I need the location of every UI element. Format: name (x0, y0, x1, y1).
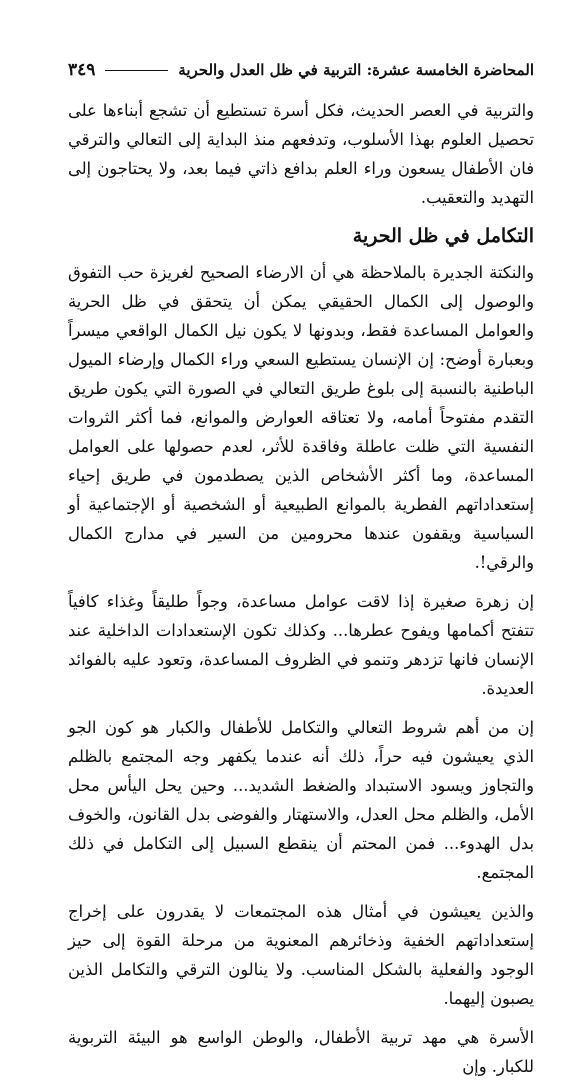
section-heading: التكامل في ظل الحرية (352, 225, 534, 247)
running-header (68, 58, 534, 82)
header-rule (105, 70, 168, 71)
page-number: ٣٤٩ (68, 60, 96, 80)
chapter-title: المحاضرة الخامسة عشرة: التربية في ظل العدل والحرية (178, 61, 534, 79)
paragraph-5: الأسرة هي مهد تربية الأطفال، والوطن الواسع هو البيئة التربوية للكبار. وإن (68, 1028, 534, 1076)
paragraph-4: والذين يعيشون في أمثال هذه المجتمعات لا يقدرون على إخراج إستعداداتهم الخفية وذخائرهم المعنوية من مرحلة القوة إلى حيز الوجود والفعلية بالشكل المناسب. ولا ينالون الترقي والتكامل الذين يصبون إليهما. (68, 902, 534, 1008)
paragraph-2: إن زهرة صغيرة إذا لاقت عوامل مساعدة، وجواً طليقاً وغذاء كافياً تتفتح أكمامها ويفوح عطرها... وكذلك تكون الإستعدادات الداخلية عند الإنسان فانها تزدهر وتنمو في الظروف المساعدة، وتعود عليه بالفوائد العديدة. (68, 592, 534, 698)
intro-paragraph: والتربية في العصر الحديث، فكل أسرة تستطيع أن تشجع أبناءها على تحصيل العلوم بهذا الأسلوب، وتدفعهم منذ البداية إلى التعالي والترقي فان الأطفال يسعون وراء العلم بدافع ذاتي فيما بعد، ولا يحتاجون إلى التهديد والتعقيب. (68, 101, 534, 207)
paragraph-3: إن من أهم شروط التعالي والتكامل للأطفال والكبار هو كون الجو الذي يعيشون فيه حراً، ذلك أنه عندما يكفهر وجه المجتمع بالظلم والتجاوز ويسود الاستبداد والضغط الشديد... وحين يحل اليأس محل الأمل، والظلم محل العدل، والاستهتار والفوضى بدل القانون، والخوف بدل الهدوء... فمن المحتم أن ينقطع السبيل إلى التكامل في ذلك المجتمع. (68, 718, 534, 882)
paragraph-1: والنكتة الجديرة بالملاحظة هي أن الارضاء الصحيح لغريزة حب التفوق والوصول إلى الكمال الحقيقي يمكن أن يتحقق في ظل الحرية والعوامل المساعدة فقط، وبدونها لا يكون نيل الكمال الواقعي ميسراً وبعبارة أوضح: إن الإنسان يستطيع السعي وراء الكمال وإرضاء الميول الباطنية بالنسبة إلى بلوغ طريق التعالي في الصورة التي يكون طريق التقدم مفتوحاً أمامه، ولا تعتاقه العوارض والموانع، فما أكثر الثروات النفسية التي ظلت عاطلة وفاقدة للأثر، لعدم حصولها على العوامل المساعدة، وما أكثر الأشخاص الذين يصطدمون في طريق إحياء إستعداداتهم الفطرية بالموانع الطبيعية أو الشخصية أو الإجتماعية أو السياسية ويقفون عندها محرومين من السير في مدارج الكمال والرقي!. (68, 263, 534, 572)
